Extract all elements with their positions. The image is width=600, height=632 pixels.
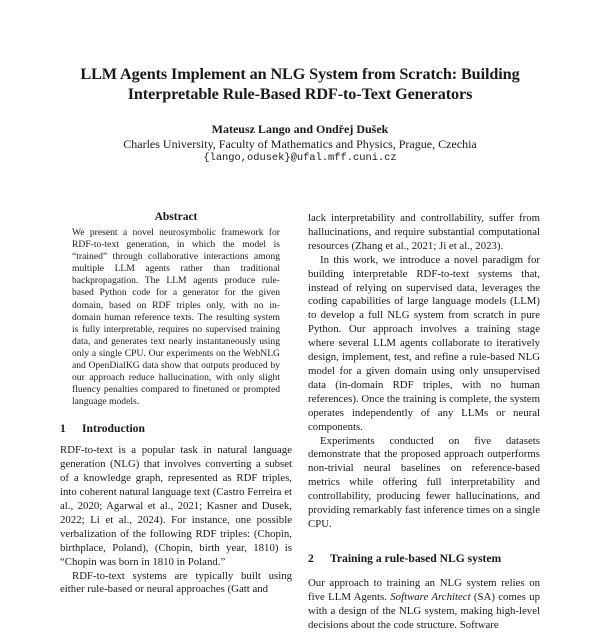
section-title: Training a rule-based NLG system <box>330 551 502 565</box>
training-text-start: Our approach to training an NLG system relies on five LLM Agents. <box>308 576 540 603</box>
intro-paragraph-4: Experiments conducted on five datasets demonstrate that the proposed approach outperforms non-trivial neural baselines on reference-based metrics while offering full interpretability and controllability, producing fewer hallucinations, and providing remarkably fast inference times on a single CPU. <box>308 434 540 530</box>
software-architect-term: Software Architect <box>390 590 471 603</box>
training-paragraph-1 <box>308 577 540 632</box>
intro-paragraph-3: In this work, we introduce a novel paradigm for building interpretable RDF-to-text systems that, instead of relying on supervised data, leverages the coding capabilities of large language models (LLM) to develop a full NLG system from scratch in pure Python. Our approach involves a training stage where several LLM agents collaborate to iteratively design, implement, test, and refine a rule-based NLG model for a given domain using only unsupervised data (in-domain RDF triples, with no human references). Once the training is complete, the system operates independently of any LLMs or neural components. <box>308 253 540 433</box>
section-number: 2 <box>308 551 314 565</box>
paper-email: {lango,odusek}@ufal.mff.cuni.cz <box>203 152 397 164</box>
training-text-end: (SA) comes up with a design of the NLG system, making high-level decisions about the code structure. Software <box>308 590 540 631</box>
intro-paragraph-2: RDF-to-text systems are typically built using either rule-based or neural approaches (Gatt and <box>60 569 292 596</box>
left-column <box>60 210 292 597</box>
paper-authors: Mateusz Lango and Ondřej Dušek <box>211 122 389 136</box>
section-title: Introduction <box>82 422 145 436</box>
right-column <box>308 212 540 632</box>
paper-title-line-1: LLM Agents Implement an NLG System from Scratch: Building <box>80 65 520 83</box>
paper-title-line-2: Interpretable Rule-Based RDF-to-Text Generators <box>127 85 473 103</box>
abstract-heading: Abstract <box>154 211 198 223</box>
paper-title <box>0 64 600 104</box>
abstract-text: We present a novel neurosymbolic framework for RDF-to-text generation, in which the model is “trained” through collaborative interactions among multiple LLM agents rather than traditional backpropagation. The LLM agents produce rule-based Python code for a generator for the given domain, based on RDF triples only, with no in-domain human reference texts. The resulting system is fully interpretable, requires no supervised training data, and generates text nearly instantaneously using only a single CPU. Our experiments on the WebNLG and OpenDialKG data show that outputs produced by our approach reduce hallucination, with only slight fluency penalties compared to finetuned or prompted language models. <box>72 227 280 408</box>
intro-paragraph-1: RDF-to-text is a popular task in natural language generation (NLG) that involves converting a subset of a knowledge graph, represented as RDF triples, into coherent natural language text (Castro Ferreira et al., 2020; Agarwal et al., 2021; Kasner and Dusek, 2022; Li et al., 2024). For instance, one possible verbalization of the following RDF triples: (Chopin, birthplace, Poland), (Chopin, birth year, 1810) is “Chopin was born in 1810 in Poland.” <box>60 444 292 568</box>
section-number: 1 <box>60 422 66 436</box>
paper-affiliation: Charles University, Faculty of Mathematics and Physics, Prague, Czechia <box>123 137 477 151</box>
intro-paragraph-2-continued: lack interpretability and controllability, suffer from hallucinations, and require substantial computational resources (Zhang et al., 2021; Ji et al., 2023). <box>308 212 540 252</box>
section-heading-training <box>308 552 540 566</box>
section-heading-introduction <box>60 422 292 436</box>
